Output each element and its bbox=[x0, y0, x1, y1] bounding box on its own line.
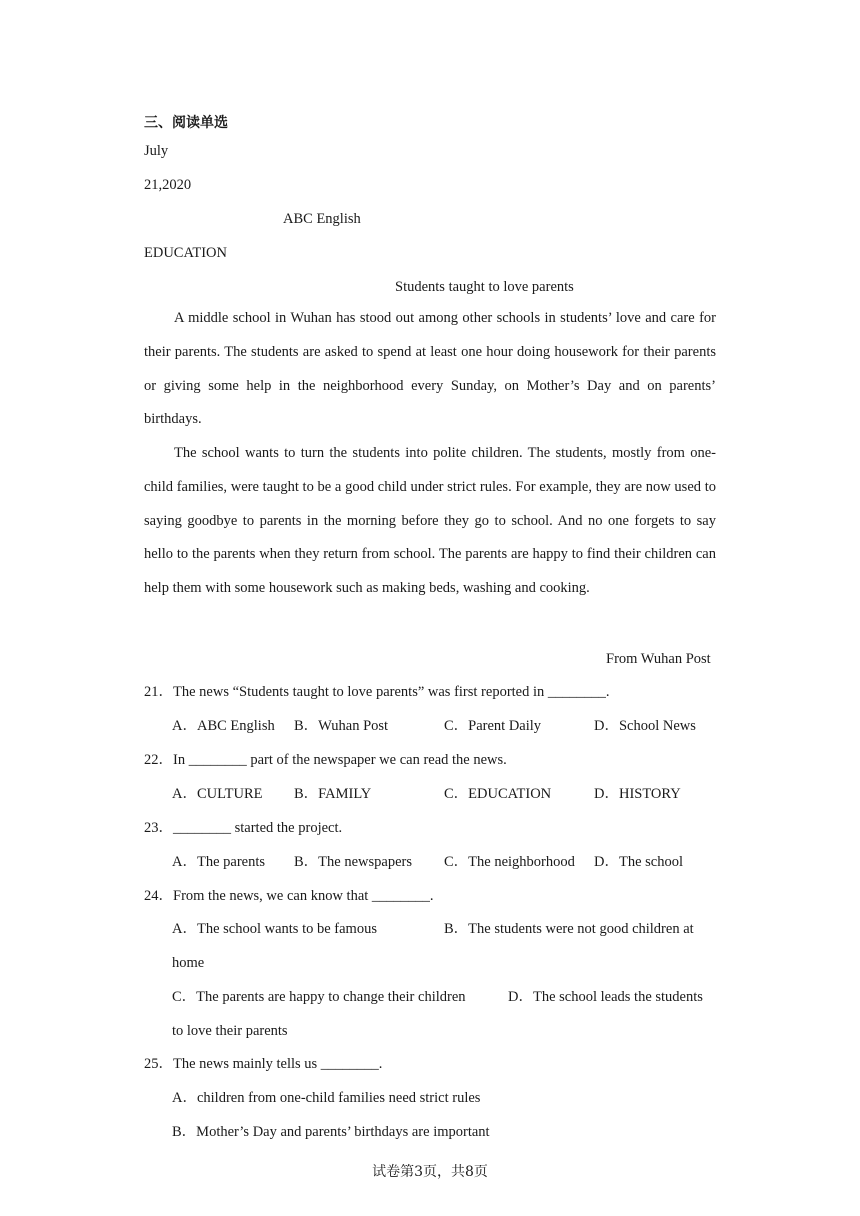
headline: Students taught to love parents bbox=[395, 279, 574, 295]
question-24-option-b-continued[interactable]: home bbox=[172, 955, 205, 971]
question-23-option-d[interactable]: D．The school bbox=[594, 854, 683, 870]
question-23-stem: 23．________ started the project. bbox=[144, 820, 343, 836]
question-24-stem: 24．From the news, we can know that ________. bbox=[144, 888, 434, 904]
question-24-option-a[interactable]: A．The school wants to be famous bbox=[172, 921, 377, 937]
question-21-stem: 21．The news “Students taught to love parents” was first reported in ________. bbox=[144, 684, 610, 700]
question-24-option-c[interactable]: C．The parents are happy to change their children bbox=[172, 989, 466, 1005]
question-25-option-b[interactable]: B．Mother’s Day and parents’ birthdays are important bbox=[172, 1124, 490, 1140]
question-25-stem: 25．The news mainly tells us ________. bbox=[144, 1056, 383, 1072]
question-23-option-b[interactable]: B．The newspapers bbox=[294, 854, 412, 870]
question-23-option-a[interactable]: A．The parents bbox=[172, 854, 266, 870]
date-day-year: 21,2020 bbox=[144, 177, 192, 193]
question-23-option-c[interactable]: C．The neighborhood bbox=[444, 854, 575, 870]
section-title: 三、阅读单选 bbox=[144, 115, 228, 131]
article-paragraph-2: The school wants to turn the students into polite children. The students, mostly from one-child families, were taught to be a good child under strict rules. For example, they are now used to saying goodbye to parents in the morning before they go to school. And no one forgets to say hello to the parents when they return from school. The parents are happy to find their children can help them with some housework such as making beds, washing and cooking. bbox=[144, 445, 716, 597]
question-22-stem: 22．In ________ part of the newspaper we can read the news. bbox=[144, 752, 507, 768]
question-21-option-d[interactable]: D．School News bbox=[594, 718, 696, 734]
question-24-option-b[interactable]: B．The students were not good children at bbox=[444, 921, 694, 937]
question-24-option-d[interactable]: D．The school leads the students bbox=[508, 989, 703, 1005]
question-22-option-a[interactable]: A．CULTURE bbox=[172, 786, 263, 802]
news-category: EDUCATION bbox=[144, 245, 227, 261]
question-22-option-c[interactable]: C．EDUCATION bbox=[444, 786, 552, 802]
question-21-option-a[interactable]: A．ABC English bbox=[172, 718, 275, 734]
question-21-option-c[interactable]: C．Parent Daily bbox=[444, 718, 542, 734]
page-footer: 试卷第3页，共8页 bbox=[372, 1164, 488, 1180]
publisher-name: ABC English bbox=[283, 211, 361, 227]
date-month: July bbox=[144, 143, 169, 159]
question-24-option-d-continued[interactable]: to love their parents bbox=[172, 1023, 288, 1039]
question-22-option-d[interactable]: D．HISTORY bbox=[594, 786, 681, 802]
question-25-option-a[interactable]: A．children from one-child families need strict rules bbox=[172, 1090, 481, 1106]
article-source: From Wuhan Post bbox=[606, 651, 711, 667]
article-paragraph-1: A middle school in Wuhan has stood out among other schools in students’ love and care for their parents. The students are asked to spend at least one hour doing housework for their parents or giving some help in the neighborhood every Sunday, on Mother’s Day and on parents’ birthdays. bbox=[144, 310, 716, 428]
question-21-option-b[interactable]: B．Wuhan Post bbox=[294, 718, 389, 734]
question-22-option-b[interactable]: B．FAMILY bbox=[294, 786, 372, 802]
